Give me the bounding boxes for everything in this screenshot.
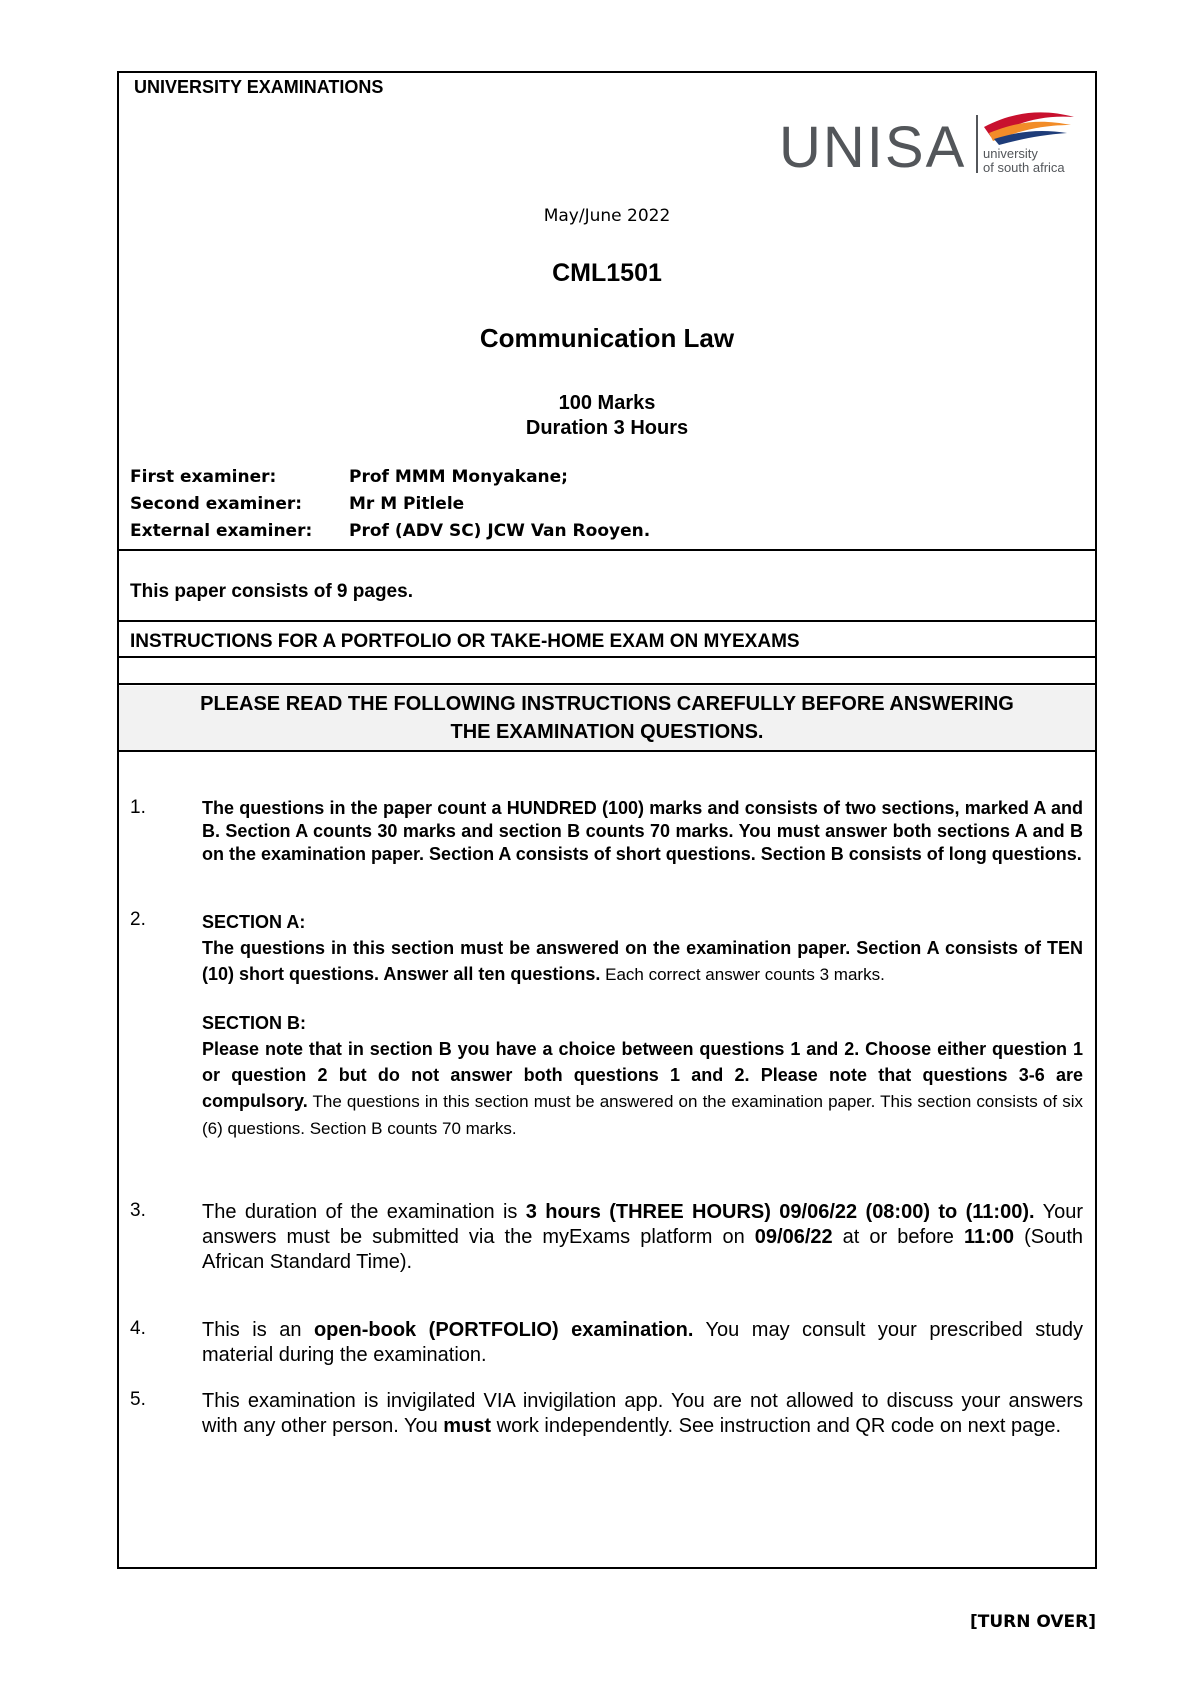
section-b-heading: SECTION B:	[202, 1013, 307, 1033]
header-label: UNIVERSITY EXAMINATIONS	[134, 77, 384, 97]
unisa-logo	[779, 103, 1079, 179]
section-a-block	[202, 909, 1083, 1142]
examiner-name-2: Mr M Pitlele	[349, 494, 465, 514]
bold-run: open-book (PORTFOLIO) examination.	[313, 1319, 694, 1341]
divider	[119, 683, 1095, 685]
item-text	[202, 1318, 1083, 1368]
item-text: The questions in the paper count a HUNDRED (100) marks and consists of two sections, marked A and B. Section A counts 30 marks and section B counts 70 marks. You must answer both sections A and B on the examination paper. Section A consists of short questions. Section B consists of long questions.	[202, 798, 1083, 864]
section-b-bold: Please note that in section B you have a choice between questions 1 and 2. Choose either question 1 or question 2 but do not answer both questions 1 and 2. Please note that questions 3-6 are compulsory.	[202, 1039, 1083, 1111]
text-run: work independently. See instruction and QR code on next page.	[491, 1415, 1062, 1437]
examiner-role-2: Second examiner:	[130, 494, 303, 514]
pages-note: This paper consists of 9 pages.	[130, 581, 413, 602]
divider	[119, 656, 1095, 658]
read-notice-line-2: THE EXAMINATION QUESTIONS.	[450, 721, 764, 743]
read-notice-line-1: PLEASE READ THE FOLLOWING INSTRUCTIONS CAREFULLY BEFORE ANSWERING	[200, 693, 1014, 715]
bold-run: 09/06/22	[754, 1226, 833, 1248]
divider	[119, 549, 1095, 551]
text-run: You may consult your prescribed study material during the examination.	[202, 1319, 1083, 1366]
section-b-text	[202, 1036, 1083, 1142]
divider	[119, 750, 1095, 752]
examiner-role-3: External examiner:	[130, 521, 313, 541]
section-b-regular: The questions in this section must be answered on the examination paper. This section consists of six (6) questions. Section B counts 70 marks.	[202, 1092, 1083, 1138]
section-a-bold: The questions in this section must be answered on the examination paper. Section A consists of TEN (10) short questions. Answer all ten questions.	[202, 938, 1083, 984]
examiner-role-1: First examiner:	[130, 467, 277, 487]
text-run: at or before	[832, 1226, 964, 1248]
item-text	[202, 1200, 1083, 1275]
section-a-text	[202, 935, 1083, 988]
text-run: (South African Standard Time).	[202, 1226, 1084, 1273]
marks-duration	[119, 391, 1095, 441]
examiner-name-1: Prof MMM Monyakane;	[349, 467, 568, 487]
divider	[119, 620, 1095, 622]
logo-tagline-2: of south africa	[983, 160, 1065, 175]
turn-over-note: [TURN OVER]	[969, 1612, 1096, 1632]
section-a-heading: SECTION A:	[202, 912, 306, 932]
examiner-name-3: Prof (ADV SC) JCW Van Rooyen.	[349, 521, 651, 541]
bold-run: must	[443, 1415, 492, 1437]
exam-cover-frame	[117, 71, 1097, 1569]
instructions-title: INSTRUCTIONS FOR A PORTFOLIO OR TAKE-HOME EXAM ON MYEXAMS	[130, 631, 800, 652]
logo-tagline-1: university	[983, 146, 1038, 161]
item-text	[202, 1389, 1083, 1439]
text-run: This is an	[202, 1319, 314, 1341]
item-number: 5.	[130, 1389, 146, 1410]
text-run: The duration of the examination is	[202, 1201, 526, 1223]
logo-wordmark: UNISA	[779, 115, 967, 179]
item-number: 1.	[130, 797, 146, 818]
duration: Duration 3 Hours	[525, 417, 689, 439]
text-run: This examination is invigilated VIA invigilation app. You are not allowed to discuss your answers with any other person. You	[202, 1390, 1083, 1437]
module-code: CML1501	[552, 259, 662, 287]
read-notice	[119, 686, 1095, 750]
text-run: Your answers must be submitted via the myExams platform on	[202, 1201, 1083, 1248]
bold-run: 11:00	[963, 1226, 1015, 1248]
bold-run: 3 hours (THREE HOURS) 09/06/22 (08:00) to (11:00).	[525, 1201, 1035, 1223]
section-a-regular: Each correct answer counts 3 marks.	[600, 965, 885, 984]
item-number: 2.	[130, 909, 146, 930]
item-number: 4.	[130, 1318, 146, 1339]
exam-session: May/June 2022	[543, 206, 671, 226]
module-title: Communication Law	[479, 323, 735, 353]
total-marks: 100 Marks	[558, 392, 656, 414]
item-number: 3.	[130, 1200, 146, 1221]
